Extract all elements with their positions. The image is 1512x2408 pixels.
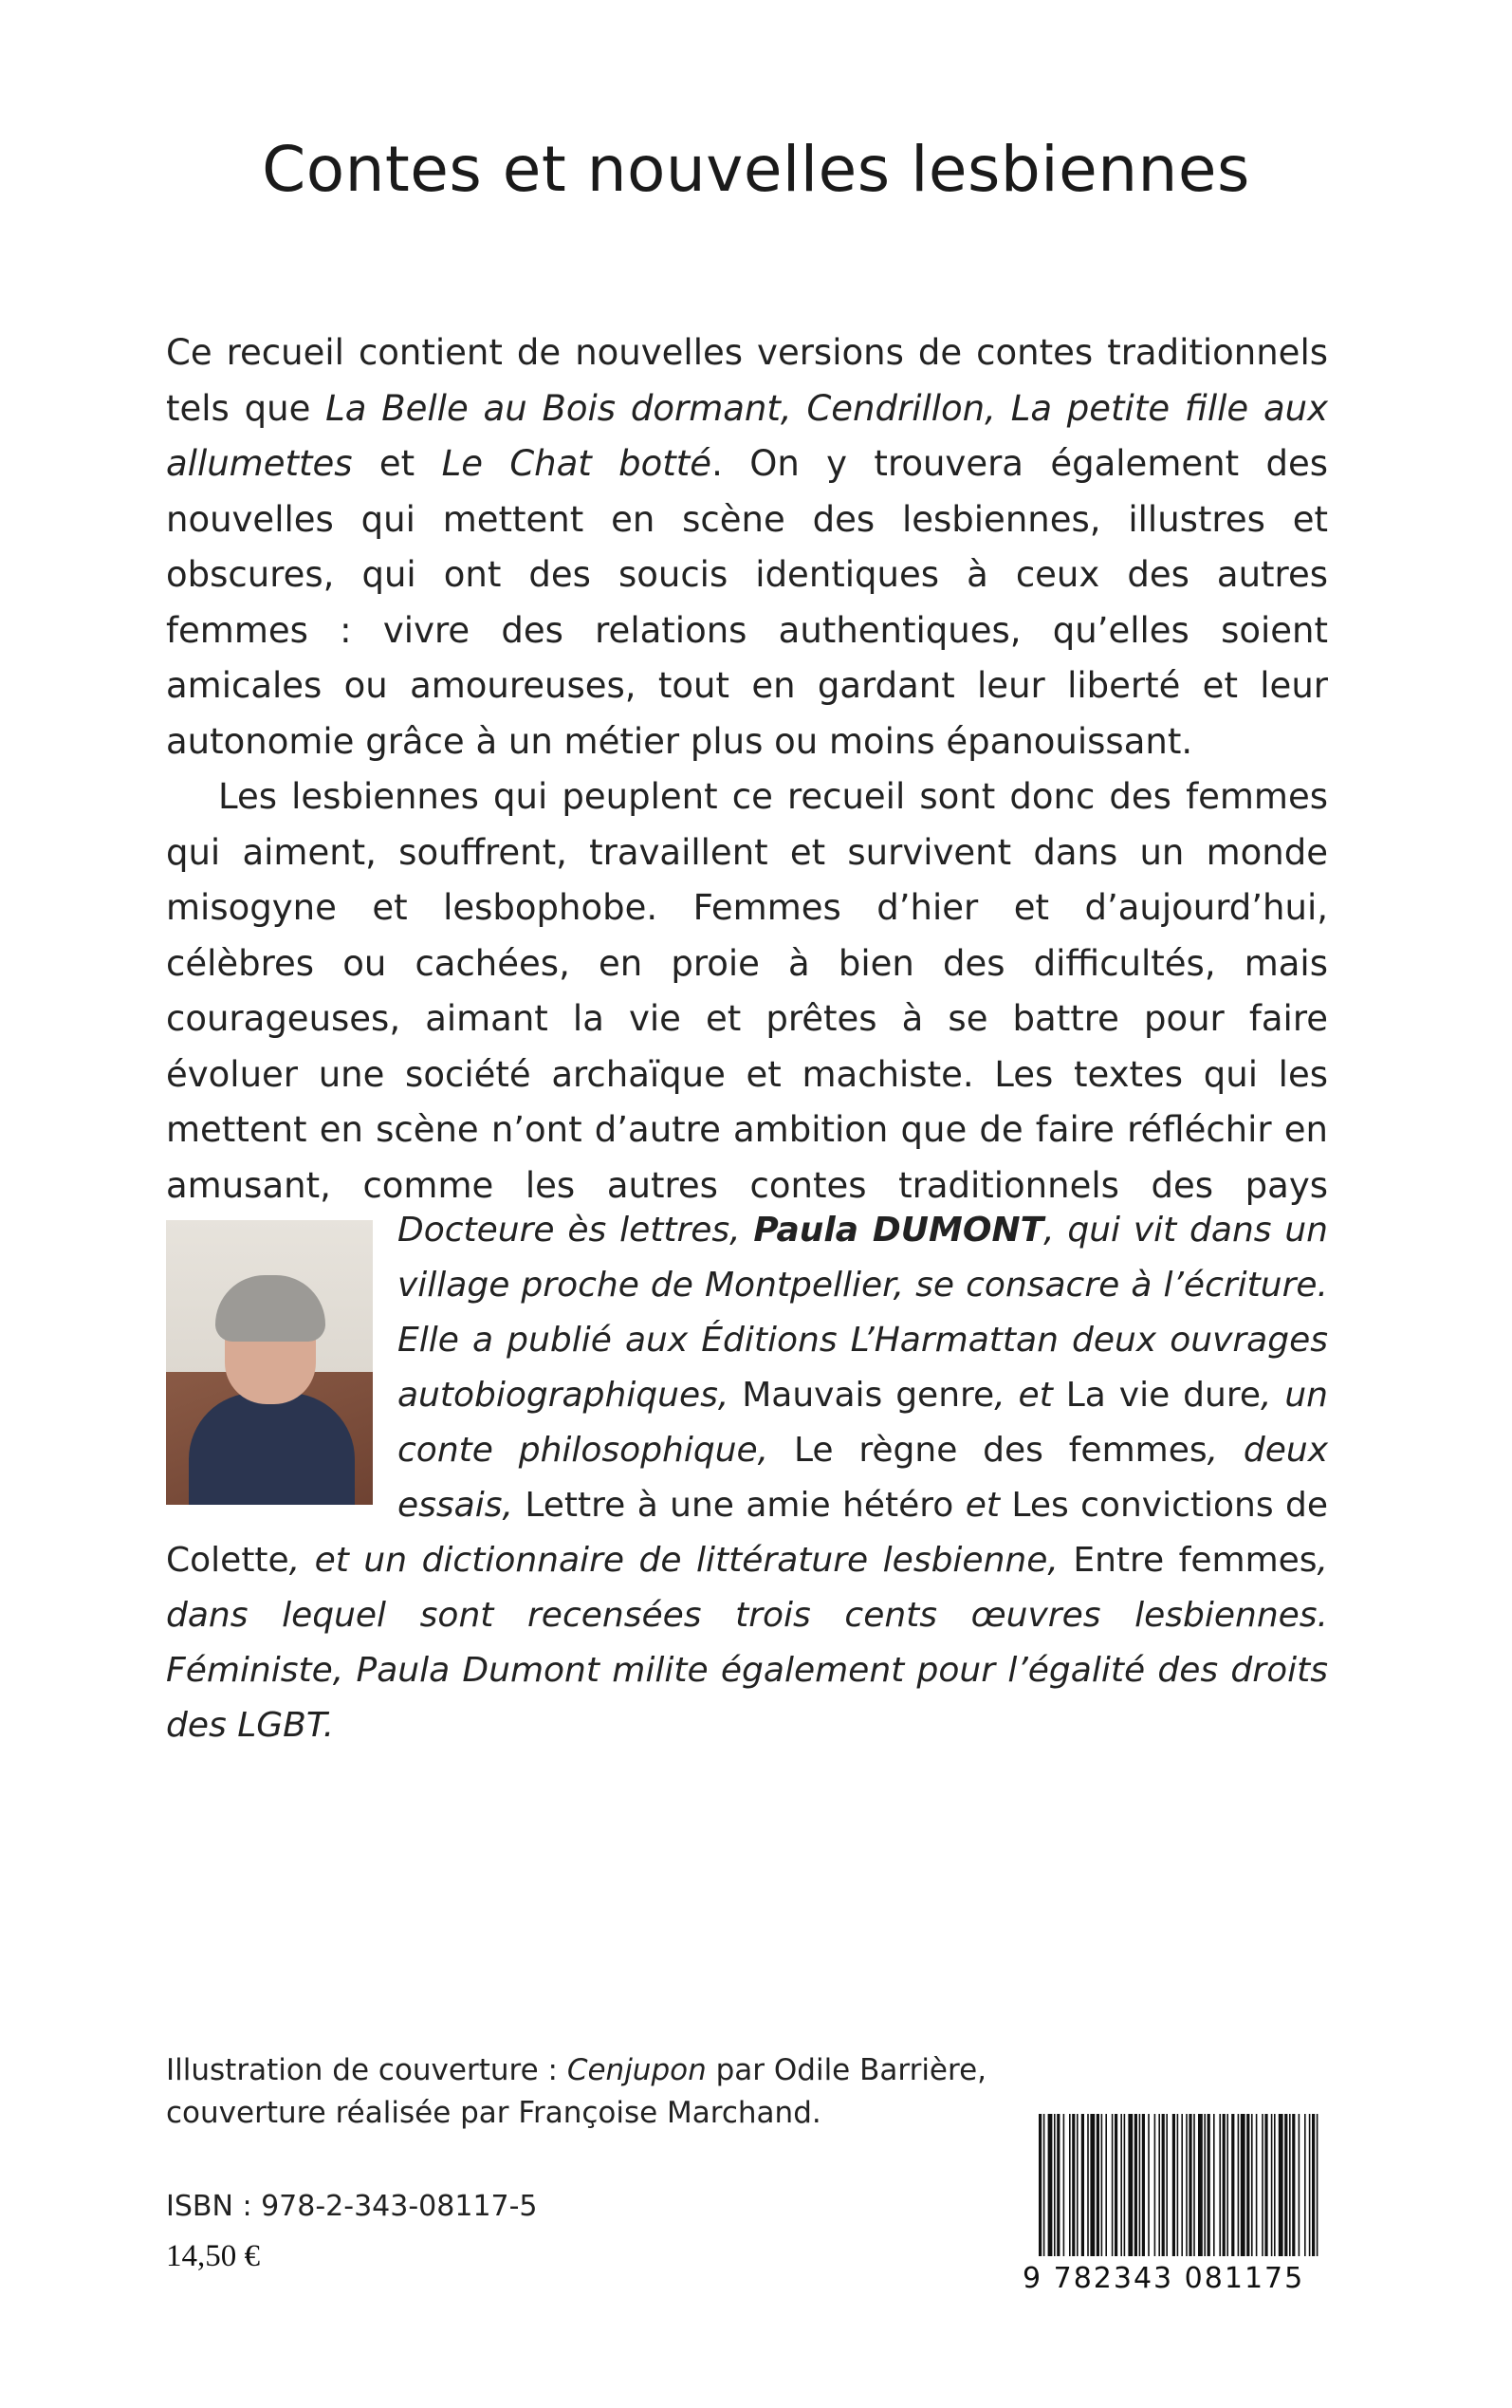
bio-text: Docteure ès lettres, xyxy=(397,1211,754,1250)
blurb-text: et xyxy=(352,443,442,484)
book-title-ref: Le règne des femmes xyxy=(793,1431,1208,1470)
author-name: Paula DUMONT xyxy=(753,1211,1044,1250)
bio-text: , et un dictionnaire de littérature lesbienne, xyxy=(288,1541,1074,1580)
illustration-title: Cenjupon xyxy=(566,2053,707,2087)
tale-titles: La Belle au Bois dormant, Cendrillon, La petite fille aux allumettes xyxy=(166,387,1328,484)
credit-text: Illustration de couverture : xyxy=(166,2053,567,2087)
credit-line-2: couverture réalisée par Françoise Marchand. xyxy=(166,2096,821,2130)
author-bio xyxy=(166,1203,1328,1753)
credit-line-1 xyxy=(166,2049,1020,2092)
author-photo xyxy=(166,1220,373,1505)
bio-text: , qui vit dans un village proche de Montpellier, se consacre à l’écriture. Elle a publié aux Éditions L’Harmattan deux ouvrages autobiographiques, xyxy=(397,1211,1328,1415)
barcode-digits: 9 782343 081175 xyxy=(1023,2262,1305,2295)
book-title-ref: Lettre à une amie hétéro xyxy=(525,1486,954,1525)
book-title-ref: Mauvais genre xyxy=(742,1376,995,1415)
blurb-text: Ce recueil contient de nouvelles versions de contes traditionnels tels que xyxy=(166,332,1328,429)
blurb-paragraph-2: Les lesbiennes qui peuplent ce recueil sont donc des femmes qui aiment, souffrent, travaillent et survivent dans un monde misogyne et lesbophobe. Femmes d’hier et d’aujourd’hui, célèbres ou cachées, en proie à bien des difficultés, mais courageuses, aimant la vie et prêtes à se battre pour faire évoluer une société archaïque et machiste. Les textes qui les mettent en scène n’ont d’autre ambition que de faire réfléchir en amusant, comme les autres contes traditionnels des pays xyxy=(166,776,1328,1206)
cover-credits xyxy=(166,2049,1020,2135)
back-cover-blurb xyxy=(166,325,1328,1269)
tale-title: Le Chat botté xyxy=(441,443,712,484)
bio-text: et xyxy=(953,1486,1012,1525)
barcode-icon xyxy=(1037,2114,1321,2256)
credit-text: par Odile Barrière, xyxy=(706,2053,986,2087)
bio-text: , et xyxy=(994,1376,1066,1415)
isbn: ISBN : 978-2-343-08117-5 xyxy=(166,2190,538,2223)
bio-text: , dans lequel sont recensées trois cents œuvres lesbiennes. Féministe, Paula Dumont milite également pour l’égalité des droits des LGBT. xyxy=(166,1541,1328,1745)
book-title-ref: Les convictions de Colette xyxy=(166,1486,1328,1580)
bio-text: , un conte philosophique, xyxy=(397,1376,1328,1470)
bio-text: , deux essais, xyxy=(397,1431,1328,1525)
blurb-paragraph-1 xyxy=(166,325,1328,769)
book-title-ref: Entre femmes xyxy=(1073,1541,1318,1580)
book-title: Contes et nouvelles lesbiennes xyxy=(262,133,1250,206)
blurb-text: . On y trouvera également des nouvelles qui mettent en scène des lesbiennes, illustres et obscures, qui ont des soucis identiques à ceux des autres femmes : vivre des relations authentiques, qu’elles soient amicales ou amoureuses, tout en gardant leur liberté et leur autonomie grâce à un métier plus ou moins épanouissant. xyxy=(166,443,1328,762)
book-title-ref: La vie dure xyxy=(1065,1376,1261,1415)
price: 14,50 € xyxy=(166,2239,260,2273)
